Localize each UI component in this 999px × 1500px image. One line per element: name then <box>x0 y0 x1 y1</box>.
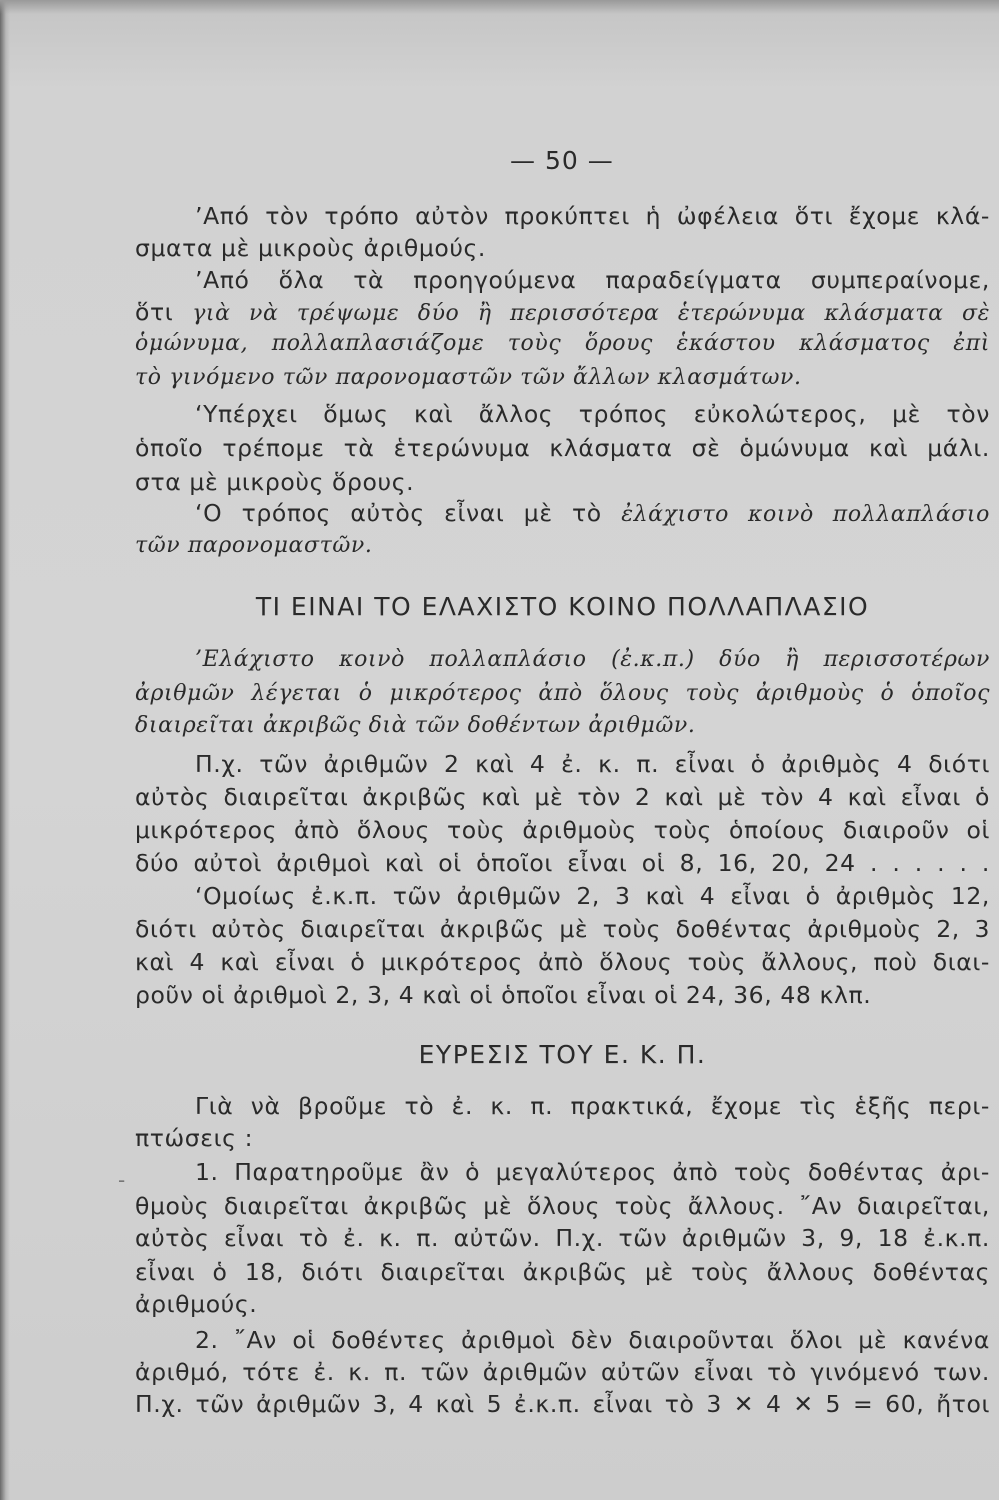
italic-run: ἐλάχιστο κοινὸ πολλαπλάσιο <box>621 502 990 527</box>
margin-mark: - <box>118 1168 126 1192</box>
text-line: ‘Υπέρχει ὅμως καὶ ἄλλος τρόπος εὐκολώτερος, μὲ τὸν <box>195 400 990 428</box>
text-line: δύο αὐτοὶ ἀριθμοὶ καὶ οἱ ὁποῖοι εἶναι οἱ 8, 16, 20, 24 . . . . . . <box>135 849 990 877</box>
text-line: Π.χ. τῶν ἀριθμῶν 3, 4 καὶ 5 ἐ.κ.π. εἶναι τὸ 3 ✕ 4 ✕ 5 = 60, ἤτοι <box>135 1390 990 1418</box>
italic-line: ἀριθμῶν λέγεται ὁ μικρότερος ἀπὸ ὅλους τοὺς ἀριθμοὺς ὁ ὁποῖος <box>135 681 990 706</box>
text-line: θμοὺς διαιρεῖται ἀκριβῶς μὲ ὅλους τοὺς ἄλλους. ῎Αν διαιρεῖται, <box>135 1192 990 1220</box>
text-line <box>195 497 990 529</box>
text-line: ὁποῖο τρέπομε τὰ ἑτερώνυμα κλάσματα σὲ ὁμώνυμα καὶ μάλι. <box>135 434 990 462</box>
text-line: 2. ῎Αν οἱ δοθέντες ἀριθμοὶ δὲν διαιροῦνται ὅλοι μὲ κανένα <box>195 1326 990 1354</box>
text-line: εἶναι ὁ 18, διότι διαιρεῖται ἀκριβῶς μὲ τοὺς ἄλλους δοθέντας <box>135 1258 990 1286</box>
text-line: ’Από ὅλα τὰ προηγούμενα παραδείγματα συμπεραίνομε, <box>195 266 990 294</box>
text-line: 1. Παρατηροῦμε ἂν ὁ μεγαλύτερος ἀπὸ τοὺς δοθέντας ἀρι- <box>195 1158 990 1186</box>
section-heading: ΕΥΡΕΣΙΣ ΤΟΥ Ε. Κ. Π. <box>418 1040 707 1069</box>
text-line: σματα μὲ μικροὺς ἀριθμούς. <box>135 234 487 262</box>
text-line <box>135 296 990 328</box>
text-line: ἀριθμούς. <box>135 1290 258 1318</box>
text-line: αὐτὸς εἶναι τὸ ἐ. κ. π. αὐτῶν. Π.χ. τῶν ἀριθμῶν 3, 9, 18 ἐ.κ.π. <box>135 1224 990 1252</box>
text-line: ροῦν οἱ ἀριθμοὶ 2, 3, 4 καὶ οἱ ὁποῖοι εἶναι οἱ 24, 36, 48 κλπ. <box>135 981 872 1009</box>
text-line: διότι αὐτὸς διαιρεῖται ἀκριβῶς μὲ τοὺς δοθέντας ἀριθμοὺς 2, 3 <box>135 915 990 943</box>
text-line: Γιὰ νὰ βροῦμε τὸ ἐ. κ. π. πρακτικά, ἔχομε τὶς ἑξῆς περι- <box>195 1092 990 1120</box>
italic-line: τὸ γινόμενο τῶν παρονομαστῶν τῶν ἄλλων κλασμάτων. <box>135 365 802 390</box>
page-top-shadow <box>0 0 999 14</box>
italic-line: διαιρεῖται ἀκριβῶς διὰ τῶν δοθέντων ἀριθμῶν. <box>135 713 696 738</box>
text-run: ‘Ο τρόπος αὐτὸς εἶναι μὲ τὸ <box>195 499 602 527</box>
italic-run: γιὰ νὰ τρέψωμε δύο ἢ περισσότερα ἑτερώνυμα κλάσματα σὲ <box>192 301 990 326</box>
text-line: ἀριθμό, τότε ἐ. κ. π. τῶν ἀριθμῶν αὐτῶν εἶναι τὸ γινόμενό των. <box>135 1358 990 1386</box>
text-line: μικρότερος ἀπὸ ὅλους τοὺς ἀριθμοὺς τοὺς ὁποίους διαιροῦν οἱ <box>135 816 990 844</box>
text-line: πτώσεις : <box>135 1124 254 1152</box>
page-number: — 50 — <box>510 146 614 175</box>
text-run: ὅτι <box>135 298 174 326</box>
italic-line: τῶν παρονομαστῶν. <box>135 533 373 558</box>
text-line: καὶ 4 καὶ εἶναι ὁ μικρότερος ἀπὸ ὅλους τοὺς ἄλλους, ποὺ διαι- <box>135 948 990 976</box>
text-line: αὐτὸς διαιρεῖται ἀκριβῶς καὶ μὲ τὸν 2 καὶ μὲ τὸν 4 καὶ εἶναι ὁ <box>135 783 990 811</box>
page-edge-shadow <box>0 0 10 1500</box>
italic-line: ’Ελάχιστο κοινὸ πολλαπλάσιο (ἐ.κ.π.) δύο ἢ περισσοτέρων <box>195 647 990 672</box>
text-line: ’Από τὸν τρόπο αὐτὸν προκύπτει ἡ ὠφέλεια ὅτι ἔχομε κλά- <box>195 202 990 230</box>
text-line: στα μὲ μικροὺς ὅρους. <box>135 468 415 496</box>
text-line: Π.χ. τῶν ἀριθμῶν 2 καὶ 4 ἐ. κ. π. εἶναι ὁ ἀριθμὸς 4 διότι <box>195 750 990 778</box>
italic-line: ὁμώνυμα, πολλαπλασιάζομε τοὺς ὅρους ἑκάστου κλάσματος ἐπὶ <box>135 331 990 356</box>
section-heading: ΤΙ ΕΙΝΑΙ ΤΟ ΕΛΑΧΙΣΤΟ ΚΟΙΝΟ ΠΟΛΛΑΠΛΑΣΙΟ <box>255 592 870 621</box>
text-line: ‘Ομοίως ἐ.κ.π. τῶν ἀριθμῶν 2, 3 καὶ 4 εἶναι ὁ ἀριθμὸς 12, <box>195 882 990 910</box>
